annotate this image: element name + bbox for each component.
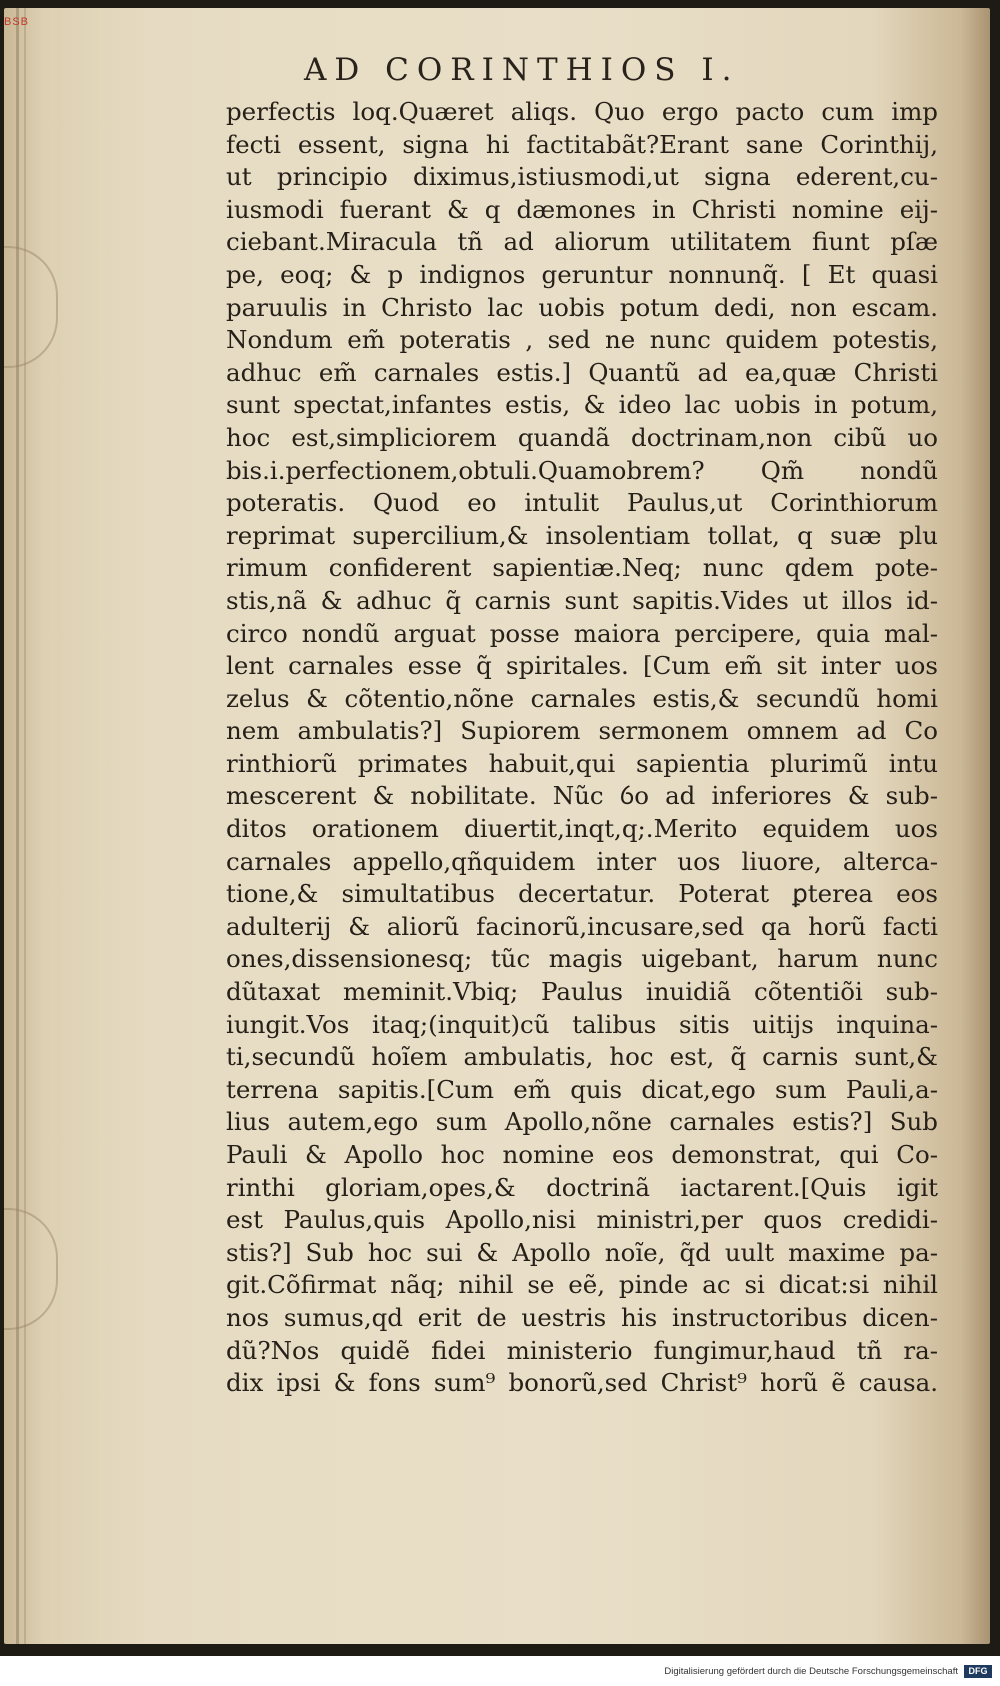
text-line: rimum confiderent sapientiæ.Neq; nunc qdem pote- bbox=[226, 553, 938, 583]
text-line: git.Cõfirmat nãq; nihil se eẽ, pinde ac si dicat:si nihil bbox=[226, 1270, 938, 1300]
text-line: dix ipsi & fons sum⁹ bonorũ,sed Christ⁹ horũ ẽ causa. bbox=[226, 1368, 938, 1398]
text-line: Nondum em̃ poteratis , sed ne nunc quidem potestis, bbox=[226, 325, 938, 355]
text-line: ditos orationem diuertit,inqt,q;.Merito equidem uos bbox=[226, 814, 938, 844]
text-line: pe, eoq; & p indignos geruntur nonnunq̃. [ Et quasi bbox=[226, 259, 938, 289]
text-line: Pauli & Apollo hoc nomine eos demonstrat, qui Co- bbox=[226, 1140, 938, 1169]
text-line: bis.i.perfectionem,obtuli.Quamobrem? Qm̃ nondũ bbox=[226, 455, 938, 485]
text-line: ciebant.Miracula tñ ad aliorum utilitatem fiunt pſæ bbox=[226, 227, 938, 257]
library-mark: BSB bbox=[4, 16, 30, 28]
text-line: rinthiorũ primates habuit,qui sapientia plurimũ intu bbox=[226, 748, 938, 778]
text-line: terrena sapitis.[Cum em̃ quis dicat,ego sum Pauli,a- bbox=[226, 1074, 938, 1104]
text-line: nem ambulatis?] Supiorem sermonem omnem ad Co bbox=[226, 716, 938, 746]
text-line: ti,secundũ hoĩem ambulatis, hoc est, q̃ carnis sunt,& bbox=[226, 1042, 938, 1072]
text-line: stis,nã & adhuc q̃ carnis sunt sapitis.Vides ut illos id- bbox=[226, 585, 938, 615]
text-line: ones,dissensionesq; tũc magis uigebant, harum nunc bbox=[226, 944, 938, 974]
clasp-mark-top bbox=[4, 246, 58, 368]
text-line: nos sumus,qd erit de uestris his instructoribus dicen- bbox=[226, 1302, 938, 1332]
text-line: paruulis in Christo lac uobis potum dedi, non escam. bbox=[226, 292, 938, 322]
text-line: reprimat supercilium,& insolentiam tollat, q suæ plu bbox=[226, 520, 938, 550]
text-line: zelus & cõtentio,nõne carnales estis,& secundũ homi bbox=[226, 683, 938, 713]
text-line: iusmodi fuerant & q dæmones in Christi nomine eij- bbox=[226, 194, 938, 224]
text-line: carnales appello,qñquidem inter uos liuore, alterca- bbox=[226, 846, 938, 876]
text-line: dũtaxat meminit.Vbiq; Paulus inuidiã cõtentiõi sub- bbox=[226, 977, 938, 1007]
text-line: hoc est,simpliciorem quandã doctrinam,non cibũ uo bbox=[226, 422, 938, 452]
footer-bar bbox=[0, 1656, 1000, 1686]
running-head: AD CORINTHIOS I. bbox=[304, 52, 740, 88]
text-line: adulterij & aliorũ facinorũ,incusare,sed qa horũ facti bbox=[226, 911, 938, 941]
funding-credit: Digitalisierung gefördert durch die Deutsche Forschungsgemeinschaft bbox=[664, 1666, 958, 1677]
text-line: est Paulus,quis Apollo,nisi ministri,per quos credidi- bbox=[226, 1205, 938, 1235]
clasp-mark-bottom bbox=[4, 1208, 58, 1330]
text-line: mescerent & nobilitate. Nũc ỽo ad inferiores & sub- bbox=[226, 781, 938, 811]
text-line: ut principio diximus,istiusmodi,ut signa ederent,cu- bbox=[226, 162, 938, 192]
text-line: dũ?Nos quidẽ fidei ministerio fungimur,haud tñ ra- bbox=[226, 1335, 938, 1365]
text-line: lent carnales esse q̃ spiritales. [Cum em̃ sit inter uos bbox=[226, 651, 938, 681]
text-line: poteratis. Quod eo intulit Paulus,ut Corinthiorum bbox=[226, 488, 938, 518]
text-line: tione,& simultatibus decertatur. Poterat ꝑterea eos bbox=[226, 879, 938, 909]
text-line: fecti essent, signa hi factitabãt?Erant sane Corinthij, bbox=[226, 129, 938, 159]
book-page bbox=[4, 8, 990, 1644]
text-line: sunt spectat,infantes estis, & ideo lac uobis in potum, bbox=[226, 390, 938, 420]
text-line: rinthi gloriam,opes,& doctrinã iactarent.[Quis igit bbox=[226, 1172, 938, 1202]
text-line: adhuc em̃ carnales estis.] Quantũ ad ea,quæ Christi bbox=[226, 357, 938, 387]
text-block bbox=[226, 96, 938, 1400]
text-line: circo nondũ arguat posse maiora percipere, quia mal- bbox=[226, 618, 938, 648]
text-line: iungit.Vos itaq;(inquit)cũ talibus sitis uitijs inquina- bbox=[226, 1009, 938, 1039]
dfg-logo-icon: DFG bbox=[964, 1665, 992, 1678]
text-line: lius autem,ego sum Apollo,nõne carnales estis?] Sub bbox=[226, 1107, 938, 1137]
text-line: stis?] Sub hoc sui & Apollo noĩe, q̃d uult maxime pa- bbox=[226, 1237, 938, 1267]
text-line: perfectis loq.Quæret aliqs. Quo ergo pacto cum imp bbox=[226, 97, 938, 126]
